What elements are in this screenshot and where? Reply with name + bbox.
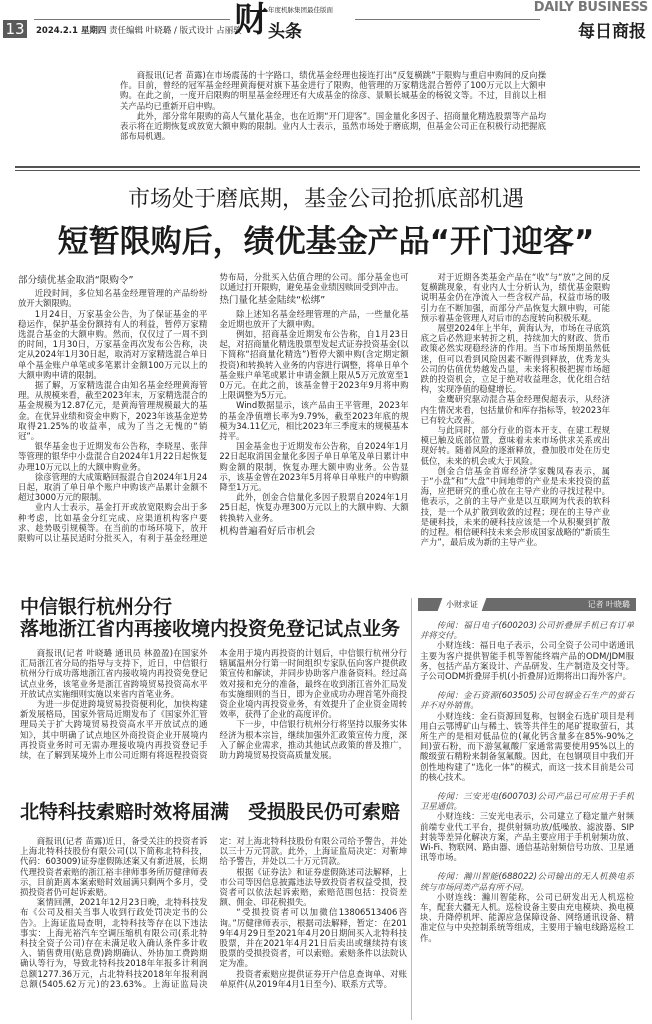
intro-paragraph: 商报讯(记者 苗露)在市场震荡的十字路口，绩优基金经理也接连打出“反复横跳”于限购与重启申购间的反向操作。目前，曾经的冠军基金经理黄海便对旗下基金进行了限购，他管理的万家精选混合暂停了100万元以上大额申购。在此之前，一度开启限购的明星基金经理还有大成基金的徐彦、景顺长城基金的杨锐文等。不过，目前以上相关产品均已重新开启申购。 xyxy=(120,70,546,111)
column-divider xyxy=(411,598,412,1020)
intro-paragraph: 此外，部分常年限购的高人气量化基金，也在近期“开门迎客”。国金量化多因子、招商量化精选股票等产品均表示将在近期恢复或放宽大额申购的限制。业内人士表示，虽然市场处于磨底期，但基金公司正在积极行动把握底部布局机遇。 xyxy=(120,110,546,142)
paragraph: 根据《证券法》和证券虚假陈述司法解释，上市公司等因信息披露违法导致投资者权益受损，投资者可以依法起诉索赔，索赔范围包括：投资差额、佣金、印花税损失。 xyxy=(219,866,407,908)
header-rule xyxy=(355,19,540,20)
subheading: 部分绩优基金取消“限购令” xyxy=(18,275,134,286)
column-label xyxy=(438,598,487,611)
rumor-text: 传闻：金石资源(603505)公司包钢金石生产的萤石并不对外销售。 xyxy=(420,690,634,711)
double-rule xyxy=(15,166,640,171)
fact-check-item xyxy=(420,791,634,862)
subheading: 热门量化基金陆续“松绑” xyxy=(219,295,326,307)
fact-check-sidebar xyxy=(420,620,634,952)
paragraph: 展望2024年上半年，黄海认为，市场在寻底筑底之后必然迎来转折之机，持续加大的财政、货币政策必然实现稳经济的作用。当下市场预期虽然低迷，但可以看到风险因素不断得到释放，优秀龙头公司的估值优势越发凸显，未来将积极把握市场超跌的投资机会，立足于绝对收益理念，优化组合结构，实现净值的稳健增长。 xyxy=(420,323,610,395)
headline-line: 中信银行杭州分行 xyxy=(20,596,173,618)
citic-article-body xyxy=(20,648,407,760)
kicker: 市场处于磨底期，基金公司抢抓底部机遇 xyxy=(127,187,524,212)
intro-box xyxy=(120,70,546,141)
paragraph: Wind数据显示，该产品由王平管理，2023年的基金净值增长率为9.79%，截至2023年底的规模为34.11亿元，相比2023年三季度末的规模基本持平。 xyxy=(219,400,409,442)
paragraph: 国金基金也于近期发布公告称，自2024年1月22日起取消国金量化多因子单日单笔及单日累计申购金额的限制，恢复办理大额申购业务。公告显示，该基金曾在2023年5月将单日单账户的申购额降至1万元。 xyxy=(219,441,409,493)
paragraph: 1月24日，万家基金公告，为了保证基金的平稳运作，保护基金份额持有人的利益，暂停万家精选混合基金的大额申购。然而，仅仅过了一周不到的时间，1月30日，万家基金再次发布公告称，决定从2024年1月30日起，取消对万家精选混合单日单个基金账户单笔或多笔累计金额100万元以上的大额申购申请的限制。 xyxy=(18,308,208,380)
paragraph: 商报讯(记者 苗露)近日，备受关注的投资者诉上海北特科技股份有限公司(以下简称北特科技，代码：603009)证券虚假陈述案又有新进展，长期代理投资者索赔的浙江裕丰律师事务所厉健律师表示，目前距离本案索赔时效届满只剩两个多月，受损投资者仍可起诉索赔。 xyxy=(20,836,208,898)
paragraph: 近段时间，多位知名基金经理管理的产品纷纷放开大额限购。 xyxy=(18,288,208,309)
tagline: 年度机脉集团最佳版面 xyxy=(268,6,333,14)
paragraph: “受损投资者可以加微信13806513406咨询。”厉健律师表示，根据司法解释，暂定：在2019年4月29日至2021年4月20日期间买入北特科技股票，并在2021年4月21日后卖出或继续持有该股票的受损投资者，可以索赔。索赔条件以法院认定为准。 xyxy=(219,907,407,969)
paragraph: 金鹰研究驱动混合基金经理倪超表示，从经济内生情况来看，包括量价和库存指标等，较2023年已有较大改善。 xyxy=(420,394,610,425)
fact-check-item xyxy=(420,620,634,681)
reporter: 记者 叶晓璐 xyxy=(587,600,630,609)
brand-chinese: 每日商报 xyxy=(578,22,646,42)
paragraph: 案情回溯，2021年12月23日晚，北特科技发布《公司及相关当事人收到行政处罚决定书的公告》。上海证监局查明，北特科技等存在以下违法事实：上海光裕汽车空调压缩机有限公司(系北特科技全资子公司)存在未满足收入确认条件多计收入、销售费用(贴息费)跨期确认、外协加工费跨期确认等行为，导致北特科技2018年年报多计利润总额1277.36万元，占北特科技2018年年报利润总额(5405.62万元)的23.63%。上海证监局决定：对上海北特科技股份有限公司给予警告，并处以三十万元罚款。此外，上海证监局决定：对靳坤给予警告，并处以二十万元罚款。 xyxy=(20,836,407,989)
beiteke-headline: 北特科技索赔时效将届满 受损股民仍可索赔 xyxy=(20,801,401,823)
date: 2024.2.1 星期四 xyxy=(36,26,107,36)
reply-text: 小财连线：金石资源回复称，包钢金石选矿项目是利用白云鄂博矿山与稀土、铁等共伴生的尾矿提取萤石，其所生产的是相对低品位的(氟化钙含量多在85%-90%之间)萤石粉，而下游氢氟酸厂家通常需要使用95%以上的酸级萤石精粉来制备氢氟酸。因此，在包钢项目中我们开创性地构建了“选化一体”的模式，而这一技术目前是公司的核心技术。 xyxy=(420,710,634,782)
citic-headline xyxy=(20,596,407,640)
paragraph: 例如，招商基金近期发布公告称，自1月23日起，对招商量化精选股票型发起式证券投资基金(以下简称“招商量化精选”)暂停大额申购(含定期定额投资)和转换转入业务的内容进行调整，将单日单个基金账户单笔或累计申请金额上限从5万元放宽至10万元。在此之前，该基金曾于2023年9月将申购上限调整为5万元。 xyxy=(219,329,409,401)
rumor-text: 传闻：瀚川智能(688022)公司输出的无人机换电系统与市场同类产品有所不同。 xyxy=(420,871,634,892)
rumor-text: 传闻：福日电子(600203)公司折叠屏手机已有订单并将交付。 xyxy=(420,620,634,641)
paragraph: 对于近期各类基金产品在“收”与“放”之间的反复横跳现象，有业内人士分析认为，绩优基金限购说明基金仍在净流入一些含权产品，权益市场的吸引力在不断加强，而部分产品恢复大额申购，可能预示着基金管理人对后市的态度转向积极乐观。 xyxy=(420,272,610,323)
brand-english: DAILY BUSINESS xyxy=(533,0,648,15)
paragraph: 创金合信基金首席经济学家魏凤春表示，属于“小盘”和“大盘”中间地带的产业是未来投资的蓝海，应把研究的重心放在主导产业的寻找过程中。他表示，之前的主导产业是以互联网为代表的软科技，是一个从扩散到收敛的过程；现在的主导产业是硬科技，未来的硬科技应该是一个从积聚到扩散的过程。相信硬科技未来会形成国家战略的“新质生产力”，最后成为新的主导产业。 xyxy=(420,465,610,548)
headline-line: 落地浙江省内再接收境内投资免登记试点业务 xyxy=(20,618,401,640)
paragraph: 与此同时，部分行业的资本开支、在建工程规模已触及底部位置，意味着未来市场供求关系或出现好转。随着风险的逐渐释放，叠加股市处在历史低位，未来的机会或大于风险。 xyxy=(420,425,610,466)
paragraph: 业内人士表示，基金打开或放宽限购会出于多种考虑，比如基金分红完成、应渠道机构客户要求、趁势吸引规模等。在当前的市场环境下，放开限购可以让基民适时分批买入，有利于基金经理逆势布局，分批买入估值合理的公司。部分基金也可以通过打开限购，避免基金业绩因赎回受到冲击。 xyxy=(18,272,409,544)
paragraph: 徐彦管理的大成策略回报混合自2024年1月24日起，取消了单日单个账户申购该产品累计金额不超过3000万元的限制。 xyxy=(18,471,208,503)
paragraph: 据了解，万家精选混合由知名基金经理黄海管理。从规模来看，截至2023年末，万家精选混合的基金规模为12.87亿元，是黄海管理规模最大的基金。在优异业绩和资金申购下，2023年该基金逆势取得21.25%的收益率，成为了当之无愧的“销冠”。 xyxy=(18,380,208,442)
paragraph: 投资者索赔应提供证券开户信息查询单、对账单原件(从2019年4月1日至今)、联系方式等。 xyxy=(219,968,407,989)
paragraph: 下一步，中信银行杭州分行将坚持以服务实体经济为根本宗旨，继续加强外汇政策宣传力度，深入了解企业需求，推动其他试点政策的普及推广，助力跨境贸易投资高质量发展。 xyxy=(219,719,407,761)
header-rule xyxy=(34,19,230,20)
paragraph: 商报讯(记者 叶晓璐 通讯员 林盈盈)在国家外汇局浙江省分局的指导与支持下，近日，中信银行杭州分行成功落地浙江省内接收境内再投资免登记试点业务，该笔业务是浙江省跨境贸易投资高水平开放试点实施细则实施以来省内首笔业务。 xyxy=(20,648,208,699)
paragraph: 银华基金也于近期发布公告称，李晓星、张萍等管理的银华中小盘混合自2024年1月22日起恢复办理10万元以上的大额申购业务。 xyxy=(18,441,208,472)
section-title: 头条 xyxy=(268,22,302,42)
reply-text: 小财连线：福日电子表示，公司全资子公司中诺通讯主要为客户提供智能手机等智能终端产品的ODM/JDM服务，包括产品方案设计、产品研发、生产制造及交付等。子公司ODM折叠屏手机(小折叠屏)近期将出口海外客户。 xyxy=(420,640,634,682)
reply-text: 小财连线：瀚川智能称，公司已研发出无人机巡检车，配套大疆无人机。巡检设备主要由充电模块、换电模块、升降停机坪、能源应急保障设备、网络通讯设备、精准定位与中央控制系统等组成，主要用于输电线路巡检工作。 xyxy=(420,891,634,943)
paragraph: 除上述知名基金经理管理的产品，一些量化基金近期也放开了大额申购。 xyxy=(219,308,409,329)
cai-logo: 财 xyxy=(234,0,268,40)
page-number: 13 xyxy=(3,20,27,38)
editor-credit: 责任编辑 叶晓璐 / 版式设计 占丽骏 xyxy=(109,26,242,36)
subheading: 机构普遍看好后市机会 xyxy=(219,525,316,537)
paragraph: 此外，创金合信量化多因子股票自2024年1月25日起，恢复办理300万元以上的大额申购、大额转换转入业务。 xyxy=(219,492,409,523)
rumor-text: 传闻：三安光电(600703)公司产品已可应用于手机卫星通信。 xyxy=(420,791,634,812)
dateline xyxy=(36,24,242,36)
reply-text: 小财连线：三安光电表示，公司建立了稳定量产射频前端专业代工平台，提供射频功放/低噪放、滤波器、SIP封装等差异化解决方案，产品主要应用于手机射频功放、Wi-Fi、物联网、路由器、通信基站射频信号功放、卫星通讯等市场。 xyxy=(420,811,634,863)
paragraph: 为进一步促进跨境贸易投资便利化，加快构建新发展格局，国家外管局近期发布了《国家外汇管理局关于扩大跨境贸易投资高水平开放试点的通知》，其中明确了试点地区外商投资企业开展境内再投资业务时可无需办理接收境内再投资登记手续，在了解到某境外上市公司近期有将返程投资资本金用于境内再投资的计划后，中信银行杭州分行辖属温州分行第一时间组织专家队伍向客户提供政策宣传和解读，并同步协助客户准备资料。经过高效对接和充分的准备，最终在收到浙江省外汇局发布实施细则的当日，即为企业成功办理首笔外商投资企业境内再投资业务，有效提升了企业资金周转效率，获得了企业的高度评价。 xyxy=(20,648,407,761)
sidebar-header xyxy=(418,598,636,611)
beiteke-article-body xyxy=(20,836,407,989)
headline: 短暂限购后，绩优基金产品“开门迎客” xyxy=(57,224,595,260)
column-name: 小财求证 xyxy=(446,600,478,609)
main-article-body xyxy=(18,272,610,547)
fact-check-item xyxy=(420,690,634,782)
fact-check-item xyxy=(420,871,634,942)
